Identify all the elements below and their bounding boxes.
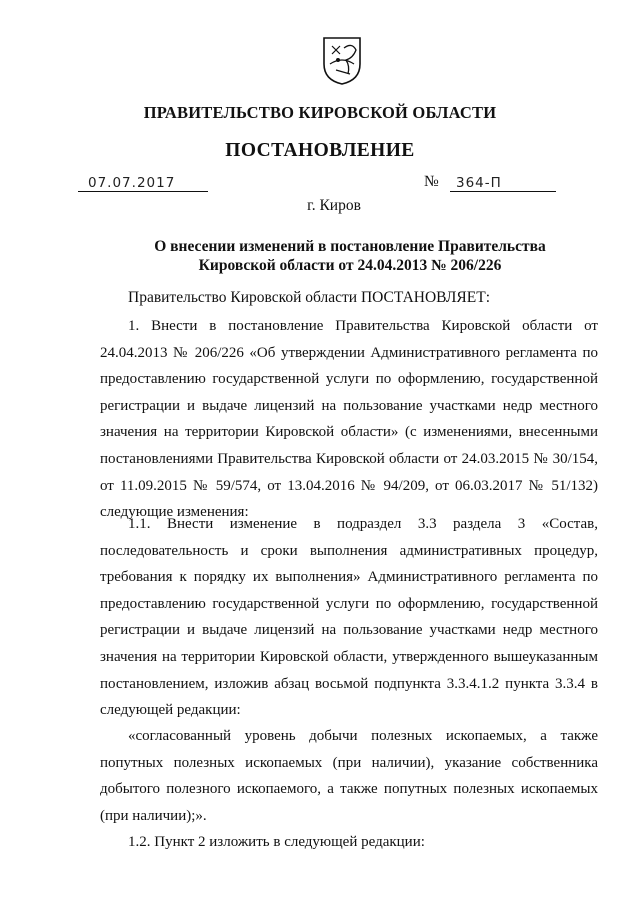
number-field	[450, 173, 556, 192]
preamble: Правительство Кировской области ПОСТАНОВЛЯЕТ:	[128, 289, 491, 306]
paragraph-1-1: 1.1. Внести изменение в подраздел 3.3 раздела 3 «Состав, последовательность и сроки выполнения административных процедур, требования к порядку их выполнения» Административного регламента по предоставлению государственной услуги по оформлению, государственной регистрации и выдаче лицензий на пользование участками недр местного значения на территории Кировской области, утвержденного вышеуказанным постановлением, изложив абзац восьмой подпункта 3.3.4.1.2 пункта 3.3.4 в следующей редакции:	[100, 516, 598, 719]
title-line-2: Кировской области от 24.04.2013 № 206/226	[198, 256, 502, 274]
document-type: ПОСТАНОВЛЕНИЕ	[225, 140, 415, 161]
document-title	[80, 238, 620, 275]
number-value: 364-П	[456, 175, 502, 191]
number-label: №	[424, 173, 439, 190]
paragraph-1: 1. Внести в постановление Правительства Кировской области от 24.04.2013 № 206/226 «Об утверждении Административного регламента по предоставлению государственной услуги по оформлению, государственной регистрации и выдаче лицензий на пользование участками недр местного значения на территории Кировской области» (с изменениями, внесенными постановлениями Правительства Кировской области от 24.03.2015 № 30/154, от 11.09.2015 № 59/574, от 13.04.2016 № 94/209, от 06.03.2017 № 51/132) следующие изменения:	[100, 318, 598, 521]
government-name: ПРАВИТЕЛЬСТВО КИРОВСКОЙ ОБЛАСТИ	[143, 103, 497, 122]
coat-of-arms-icon	[320, 34, 364, 86]
city: г. Киров	[307, 197, 361, 214]
date-field	[78, 173, 208, 192]
date-value: 07.07.2017	[88, 175, 176, 191]
title-line-1: О внесении изменений в постановление Правительства	[154, 238, 546, 255]
quoted-text: «согласованный уровень добычи полезных ископаемых, а также попутных полезных ископаемых (при наличии), указание собственника добытого полезного ископаемого, а также попутных полезных ископаемых (при наличии);».	[100, 728, 598, 824]
paragraph-1-2: 1.2. Пункт 2 изложить в следующей редакции:	[128, 834, 425, 850]
